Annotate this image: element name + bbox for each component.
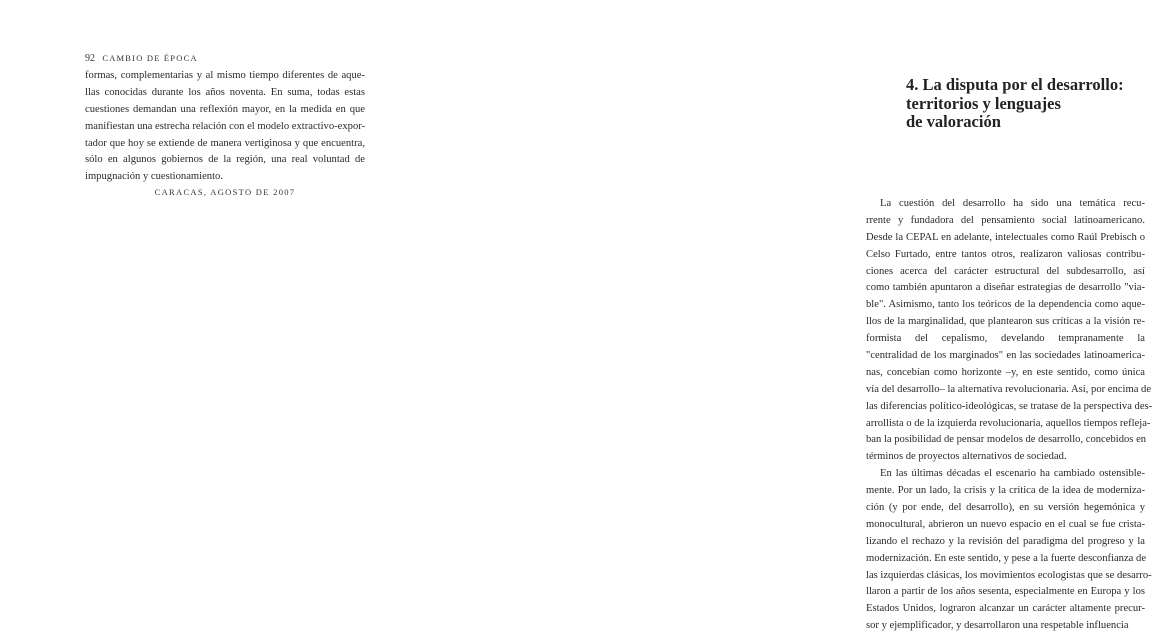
text-line: términos de proyectos alternativos de sociedad. [866,451,1067,463]
text-line: Estados Unidos, lograron alcanzar un carácter altamente precur- [866,603,1145,615]
text-line: llaron a partir de los años sesenta, especialmente en Europa y los [866,586,1145,598]
text-line: "centralidad de los marginados" en las sociedades latinoamerica- [866,350,1145,362]
text-line: sor y ejemplificador, y desarrollaron una respetable influencia [866,620,1129,632]
text-line: llas conocidas durante los años noventa. En suma, todas estas [85,86,365,98]
page-number: 92 [85,53,95,64]
text-line: tador que hoy se extiende de manera vertiginosa y que encuentra, [85,137,365,149]
left-page [0,0,424,599]
text-line: Celso Furtado, entre tantos otros, realizaron valiosas contribu- [866,248,1145,260]
text-line: ble". Asimismo, tanto los teóricos de la dependencia como aque- [866,299,1145,311]
text-line: rrente y fundadora del pensamiento social latinoamericano. [866,214,1145,226]
chapter-title-line: de valoración [906,112,1001,131]
text-line: manifiestan una estrecha relación con el modelo extractivo-expor- [85,120,366,132]
text-line: Desde la CEPAL en adelante, intelectuales como Raúl Prebisch o [866,231,1145,243]
text-line: ciones acerca del carácter estructural del subdesarrollo, así [866,265,1145,277]
text-line: arrollista o de la izquierda revolucionaria, aquellos tiempos refleja- [866,417,1151,429]
text-line: mente. Por un lado, la crisis y la crítica de la idea de moderniza- [866,485,1145,497]
chapter-title-line: territorios y lenguajes [906,93,1061,113]
text-line: vía del desarrollo– la alternativa revolucionaria. Así, por encima de [866,383,1152,395]
signature: CARACAS, AGOSTO DE 2007 [154,187,296,197]
right-page [424,0,1153,632]
text-line: formista del cepalismo, develando tempranamente la [866,333,1145,345]
running-head [85,53,198,64]
text-line: las diferencias político-ideológicas, se tratase de la perspectiva des- [866,400,1153,412]
text-line: nas, concebían como horizonte –y, en este sentido, como única [866,366,1145,378]
text-line: llos de la marginalidad, que plantearon sus críticas a la visión re- [866,316,1145,328]
text-line: lizando el rechazo y la revisión del paradigma del progreso y la [866,535,1145,547]
paragraph [866,466,1152,635]
text-line: formas, complementarias y al mismo tiempo diferentes de aque- [85,70,365,81]
text-line: ban la posibilidad de pensar modelos de desarrollo, concebidos en [866,434,1147,446]
text-line: impugnación y cuestionamiento. [85,171,223,183]
right-body-text [866,196,1153,635]
text-line: sólo en algunos gobiernos de la región, una real voluntad de [85,154,365,166]
text-line: monocultural, abrieron un nuevo espacio en el cual se fue crista- [866,518,1145,530]
text-line: modernización. En este sentido, y pese a la fuerte desconfianza de [866,552,1147,564]
left-body-text [85,68,365,186]
text-line: La cuestión del desarrollo ha sido una temática recu- [880,198,1145,209]
chapter-title [906,76,1156,132]
text-line: cuestiones demandan una reflexión mayor, en la medida en que [85,103,365,115]
text-line: las izquierdas clásicas, los movimientos ecologistas que se desarro- [866,569,1152,581]
text-line: como también apuntaron a diseñar estrategias de desarrollo "via- [866,282,1145,294]
text-line: En las últimas décadas el escenario ha cambiado ostensible- [880,468,1145,480]
text-line: ción (y por ende, del desarrollo), en su versión hegemónica y [866,502,1145,514]
paragraph [866,196,1153,466]
running-head-title: CAMBIO DE ÉPOCA [102,53,198,63]
chapter-title-line: 4. La disputa por el desarrollo: [906,75,1124,94]
